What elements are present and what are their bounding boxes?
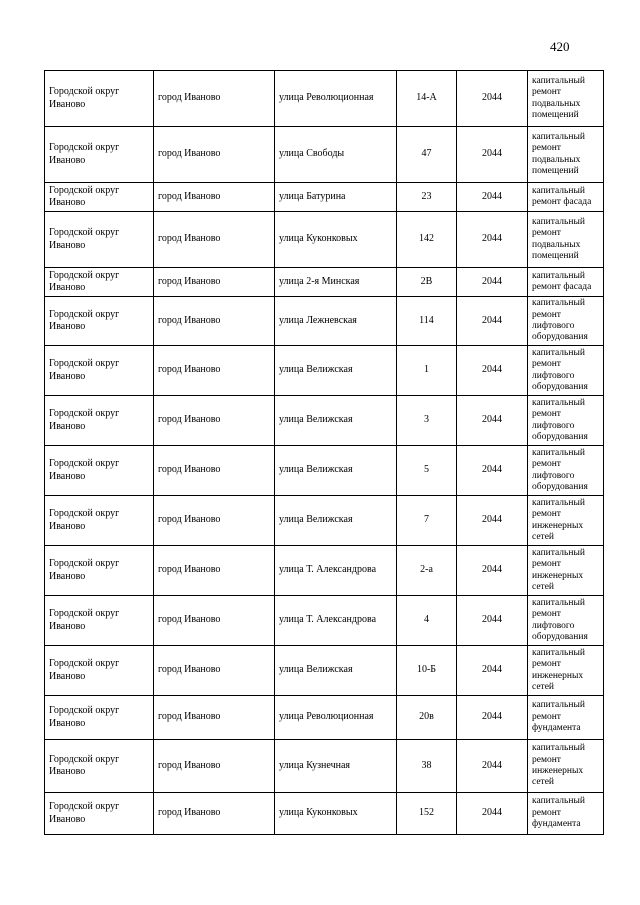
district-cell: Городской округ Иваново bbox=[45, 212, 154, 268]
work-cell: капитальный ремонт инженерных сетей bbox=[528, 740, 604, 793]
street-cell: улица Кузнечная bbox=[275, 740, 397, 793]
street-cell: улица Лежневская bbox=[275, 297, 397, 346]
street-cell: улица Велижская bbox=[275, 446, 397, 496]
street-cell: улица Куконковых bbox=[275, 212, 397, 268]
district-cell: Городской округ Иваново bbox=[45, 793, 154, 835]
district-cell: Городской округ Иваново bbox=[45, 396, 154, 446]
table-row bbox=[45, 71, 604, 127]
year-cell: 2044 bbox=[457, 396, 528, 446]
house-cell: 7 bbox=[397, 496, 457, 546]
year-cell: 2044 bbox=[457, 546, 528, 596]
work-cell: капитальный ремонт инженерных сетей bbox=[528, 646, 604, 696]
house-cell: 114 bbox=[397, 297, 457, 346]
work-cell: капитальный ремонт лифтового оборудования bbox=[528, 396, 604, 446]
table-row bbox=[45, 596, 604, 646]
table-row bbox=[45, 396, 604, 446]
work-cell: капитальный ремонт фасада bbox=[528, 183, 604, 212]
district-cell: Городской округ Иваново bbox=[45, 596, 154, 646]
district-cell: Городской округ Иваново bbox=[45, 546, 154, 596]
house-cell: 5 bbox=[397, 446, 457, 496]
table-row bbox=[45, 646, 604, 696]
table-row bbox=[45, 183, 604, 212]
table-row bbox=[45, 346, 604, 396]
house-cell: 3 bbox=[397, 396, 457, 446]
year-cell: 2044 bbox=[457, 646, 528, 696]
year-cell: 2044 bbox=[457, 71, 528, 127]
house-cell: 142 bbox=[397, 212, 457, 268]
district-cell: Городской округ Иваново bbox=[45, 127, 154, 183]
street-cell: улица Т. Александрова bbox=[275, 546, 397, 596]
district-cell: Городской округ Иваново bbox=[45, 646, 154, 696]
page-number: 420 bbox=[550, 39, 570, 54]
year-cell: 2044 bbox=[457, 696, 528, 740]
house-cell: 152 bbox=[397, 793, 457, 835]
district-cell: Городской округ Иваново bbox=[45, 297, 154, 346]
house-cell: 10-Б bbox=[397, 646, 457, 696]
year-cell: 2044 bbox=[457, 127, 528, 183]
street-cell: улица Велижская bbox=[275, 496, 397, 546]
city-cell: город Иваново bbox=[154, 546, 275, 596]
city-cell: город Иваново bbox=[154, 183, 275, 212]
work-cell: капитальный ремонт лифтового оборудования bbox=[528, 297, 604, 346]
work-cell: капитальный ремонт фундамента bbox=[528, 793, 604, 835]
street-cell: улица Велижская bbox=[275, 396, 397, 446]
district-cell: Городской округ Иваново bbox=[45, 446, 154, 496]
city-cell: город Иваново bbox=[154, 212, 275, 268]
city-cell: город Иваново bbox=[154, 646, 275, 696]
city-cell: город Иваново bbox=[154, 696, 275, 740]
house-cell: 47 bbox=[397, 127, 457, 183]
work-cell: капитальный ремонт фундамента bbox=[528, 696, 604, 740]
work-cell: капитальный ремонт фасада bbox=[528, 268, 604, 297]
year-cell: 2044 bbox=[457, 496, 528, 546]
district-cell: Городской округ Иваново bbox=[45, 71, 154, 127]
year-cell: 2044 bbox=[457, 212, 528, 268]
year-cell: 2044 bbox=[457, 596, 528, 646]
work-cell: капитальный ремонт подвальных помещений bbox=[528, 71, 604, 127]
year-cell: 2044 bbox=[457, 268, 528, 297]
table-row bbox=[45, 696, 604, 740]
house-cell: 23 bbox=[397, 183, 457, 212]
work-cell: капитальный ремонт подвальных помещений bbox=[528, 127, 604, 183]
city-cell: город Иваново bbox=[154, 596, 275, 646]
street-cell: улица Батурина bbox=[275, 183, 397, 212]
city-cell: город Иваново bbox=[154, 297, 275, 346]
city-cell: город Иваново bbox=[154, 396, 275, 446]
table-row bbox=[45, 740, 604, 793]
house-cell: 2-а bbox=[397, 546, 457, 596]
work-cell: капитальный ремонт подвальных помещений bbox=[528, 212, 604, 268]
work-cell: капитальный ремонт лифтового оборудования bbox=[528, 446, 604, 496]
repair-schedule-table bbox=[44, 70, 604, 835]
street-cell: улица Т. Александрова bbox=[275, 596, 397, 646]
house-cell: 38 bbox=[397, 740, 457, 793]
house-cell: 14-А bbox=[397, 71, 457, 127]
table-row bbox=[45, 212, 604, 268]
city-cell: город Иваново bbox=[154, 127, 275, 183]
year-cell: 2044 bbox=[457, 183, 528, 212]
year-cell: 2044 bbox=[457, 346, 528, 396]
district-cell: Городской округ Иваново bbox=[45, 346, 154, 396]
work-cell: капитальный ремонт лифтового оборудования bbox=[528, 346, 604, 396]
house-cell: 2В bbox=[397, 268, 457, 297]
year-cell: 2044 bbox=[457, 297, 528, 346]
district-cell: Городской округ Иваново bbox=[45, 268, 154, 297]
table-row bbox=[45, 446, 604, 496]
table-row bbox=[45, 496, 604, 546]
district-cell: Городской округ Иваново bbox=[45, 740, 154, 793]
table-row bbox=[45, 297, 604, 346]
city-cell: город Иваново bbox=[154, 346, 275, 396]
house-cell: 1 bbox=[397, 346, 457, 396]
work-cell: капитальный ремонт инженерных сетей bbox=[528, 546, 604, 596]
year-cell: 2044 bbox=[457, 793, 528, 835]
street-cell: улица Куконковых bbox=[275, 793, 397, 835]
work-cell: капитальный ремонт лифтового оборудования bbox=[528, 596, 604, 646]
city-cell: город Иваново bbox=[154, 446, 275, 496]
house-cell: 20в bbox=[397, 696, 457, 740]
year-cell: 2044 bbox=[457, 740, 528, 793]
table-row bbox=[45, 127, 604, 183]
district-cell: Городской округ Иваново bbox=[45, 183, 154, 212]
table-body bbox=[45, 71, 604, 835]
street-cell: улица Велижская bbox=[275, 346, 397, 396]
street-cell: улица Велижская bbox=[275, 646, 397, 696]
table-row bbox=[45, 793, 604, 835]
district-cell: Городской округ Иваново bbox=[45, 696, 154, 740]
street-cell: улица Революционная bbox=[275, 696, 397, 740]
street-cell: улица 2-я Минская bbox=[275, 268, 397, 297]
city-cell: город Иваново bbox=[154, 71, 275, 127]
city-cell: город Иваново bbox=[154, 793, 275, 835]
table-row bbox=[45, 268, 604, 297]
city-cell: город Иваново bbox=[154, 740, 275, 793]
district-cell: Городской округ Иваново bbox=[45, 496, 154, 546]
street-cell: улица Революционная bbox=[275, 71, 397, 127]
year-cell: 2044 bbox=[457, 446, 528, 496]
city-cell: город Иваново bbox=[154, 268, 275, 297]
house-cell: 4 bbox=[397, 596, 457, 646]
work-cell: капитальный ремонт инженерных сетей bbox=[528, 496, 604, 546]
city-cell: город Иваново bbox=[154, 496, 275, 546]
table-row bbox=[45, 546, 604, 596]
street-cell: улица Свободы bbox=[275, 127, 397, 183]
